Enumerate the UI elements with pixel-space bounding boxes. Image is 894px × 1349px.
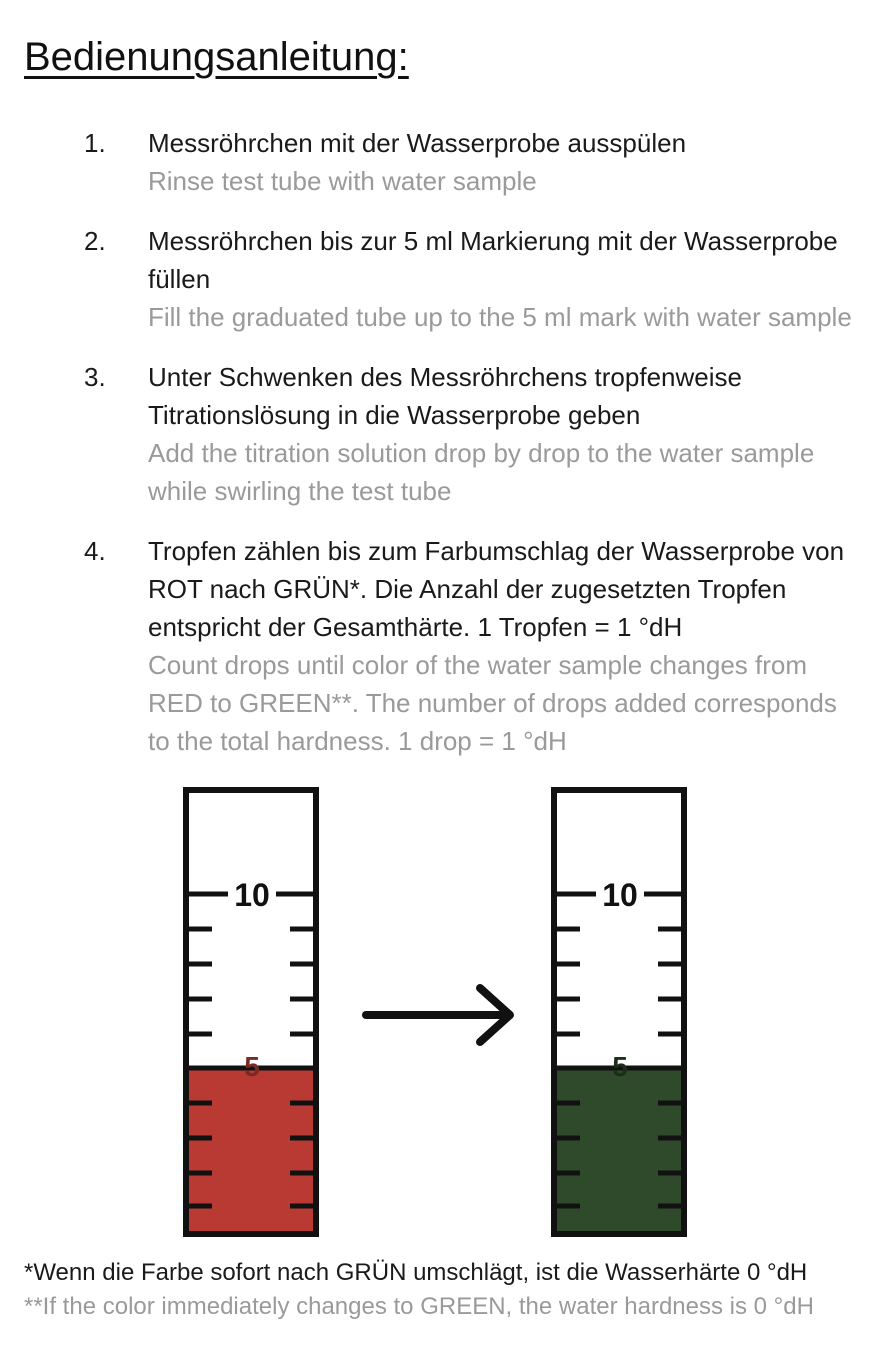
tube-after-liquid [554, 1066, 684, 1234]
footnote-de: *Wenn die Farbe sofort nach GRÜN umschlägt, ist die Wasserhärte 0 °dH [24, 1259, 808, 1286]
step-text-de: Messröhrchen bis zur 5 ml Markierung mit der Wasserprobe füllen [148, 226, 838, 294]
page-title: Bedienungsanleitung: [24, 35, 409, 79]
step-text-en: Fill the graduated tube up to the 5 ml mark with water sample [148, 302, 852, 332]
tube-after-label-10: 10 [602, 877, 638, 913]
tube-before [186, 790, 316, 1234]
step-4 [0, 532, 894, 760]
step-3 [0, 358, 894, 510]
tube-before-liquid [186, 1066, 316, 1234]
step-text-en: Add the titration solution drop by drop to the water sample while swirling the test tube [148, 438, 815, 506]
tube-before-label-5: 5 [244, 1051, 260, 1082]
footnotes [24, 1256, 884, 1324]
step-text-en: Count drops until color of the water sample changes from RED to GREEN**. The number of drops added corresponds to the total hardness. 1 drop = 1 °dH [148, 650, 837, 756]
step-number: 4. [84, 536, 106, 566]
step-number: 2. [84, 226, 106, 256]
step-text-de: Unter Schwenken des Messröhrchens tropfenweise Titrationslösung in die Wasserprobe geben [148, 362, 742, 430]
step-text-de: Tropfen zählen bis zum Farbumschlag der Wasserprobe von ROT nach GRÜN*. Die Anzahl der zugesetzten Tropfen entspricht der Gesamthärte. 1 Tropfen = 1 °dH [148, 536, 845, 642]
tube-before-label-10: 10 [234, 877, 270, 913]
step-2 [0, 222, 894, 336]
step-number: 1. [84, 128, 106, 158]
step-number: 3. [84, 362, 106, 392]
tube-after [554, 790, 684, 1234]
step-1 [0, 124, 894, 200]
step-text-en: Rinse test tube with water sample [148, 166, 537, 196]
step-text-de: Messröhrchen mit der Wasserprobe ausspülen [148, 128, 687, 158]
tube-after-label-5: 5 [612, 1051, 628, 1082]
titration-illustration [0, 782, 894, 1242]
illustration-svg [0, 782, 894, 1242]
footnote-en: **If the color immediately changes to GREEN, the water hardness is 0 °dH [24, 1293, 814, 1320]
arrow-right-icon [366, 988, 510, 1042]
instruction-list [0, 124, 894, 782]
